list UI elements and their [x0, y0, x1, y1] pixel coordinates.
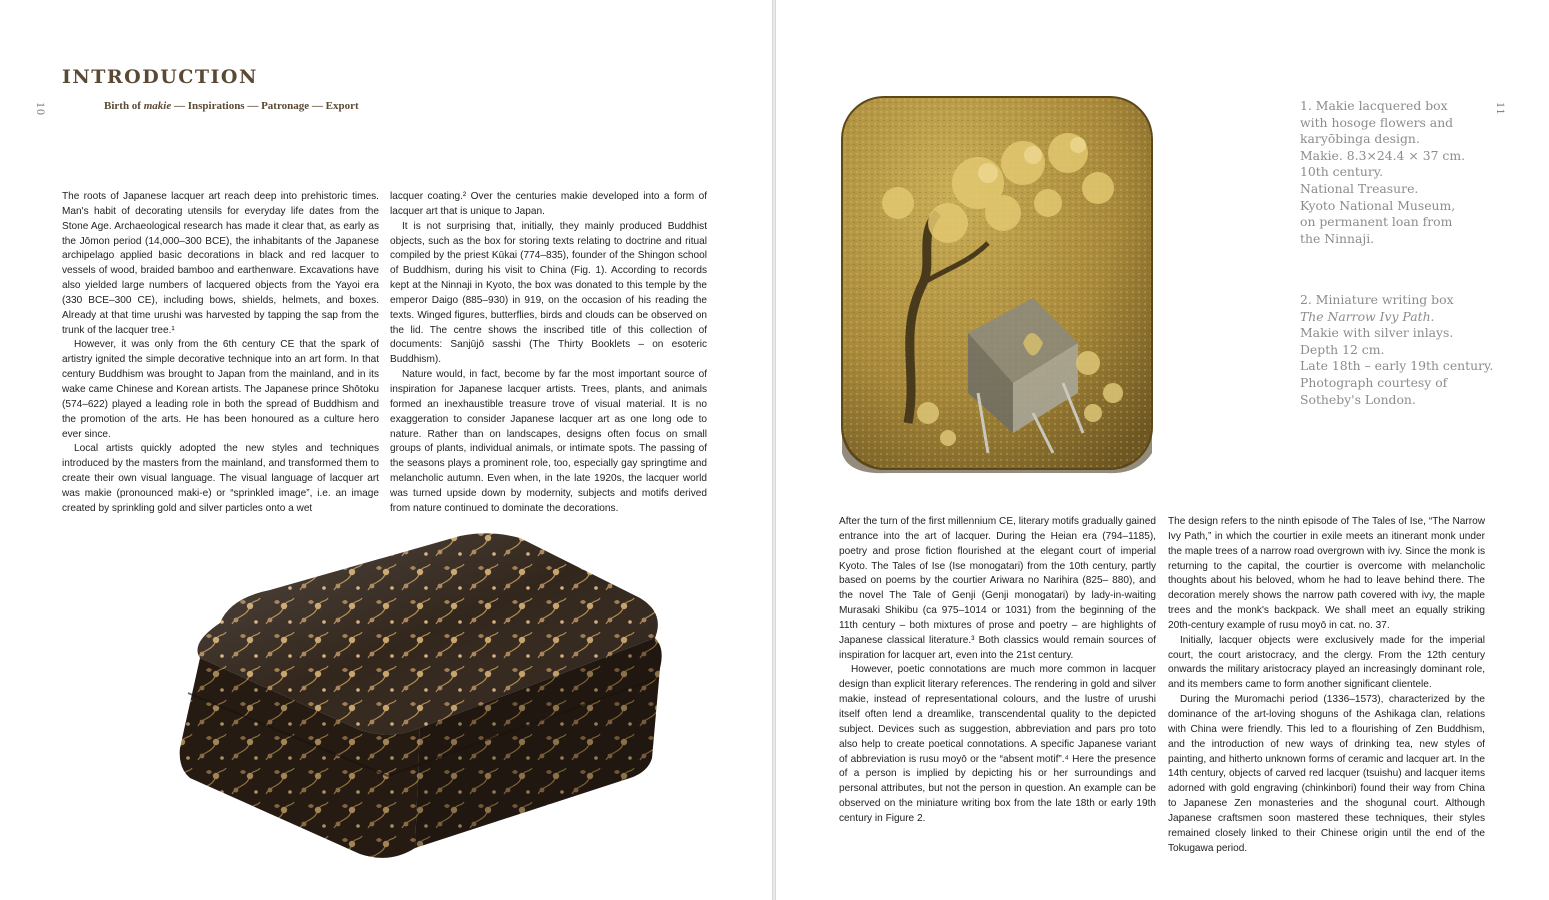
paragraph: The design refers to the ninth episode of The Tales of Ise, “The Narrow Ivy Path,” in which the courtier in exile meets an itinerant monk under the maple trees of a narrow road overgrown with ivy. Since the monk is returning to the capital, the courtier is overcome with melancholic thoughts about his beloved, whom he had to leave behind there. The decoration merely shows the narrow path covered with ivy, the maple trees and the monk's backpack. We shall meet an equally striking 20th-century example of rusu moyō in cat. no. 37.	[1168, 516, 1485, 631]
page-number-left: 10	[34, 102, 48, 116]
left-page	[0, 0, 772, 900]
paragraph: It is not surprising that, initially, they mainly produced Buddhist objects, such as the box for storing texts relating to doctrine and ritual compiled by the priest Kūkai (774–835), founder of the Shingon school of Buddhism, during his visit to China (Fig. 1). According to records kept at the Ninnaji in Kyoto, the box was donated to this temple by the emperor Daigo (885–930) in 919, on the occasion of his reading the texts. Winged figures, butterflies, birds and clouds can be observed on the lid. The centre shows the inscribed title of this collection of documents: Sanjūjō sasshi (The Thirty Booklets – on esoteric Buddhism).	[390, 220, 707, 366]
paragraph: After the turn of the first millennium CE, literary motifs gradually gained entrance into the art of lacquer. During the Heian era (794–1185), poetry and prose fiction flourished at the elegant court of imperial Kyoto. The Tales of Ise (Ise monogatari) from the 10th century, partly based on poems by the courtier Ariwara no Narihira (825– 880), and the novel The Tale of Genji (Genji monogatari) by lady-in-waiting Murasaki Shikibu (ca 975–1014 or 1031) from the beginning of the 11th century – both mixtures of prose and poetry – are highlights of Japanese classical literature.³ Both classics would remain sources of inspiration for lacquer art, even into the 21st century.	[839, 516, 1156, 661]
subtitle-part: — Inspirations — Patronage — Export	[171, 100, 359, 112]
figure-2-caption	[1300, 292, 1500, 408]
caption-line: the Ninnaji.	[1300, 230, 1375, 246]
caption-line: Depth 12 cm.	[1300, 341, 1385, 357]
caption-line: Sotheby's London.	[1300, 391, 1416, 407]
paragraph: However, it was only from the 6th century CE that the spark of artistry ignited the simple decorative technique into an art form. In that century Buddhism was brought to Japan from the mainland, and in its wake came Chinese and Korean artists. The Japanese prince Shōtoku (574–622) played a leading role in both the spread of Buddhism and the promotion of the arts. He has been honoured as a culture hero ever since.	[62, 339, 379, 440]
page-number-right: 11	[1494, 102, 1508, 116]
paragraph: Initially, lacquer objects were exclusively made for the imperial court, the court aristocracy, and the clergy. From the 12th century onwards the military aristocracy played an increasingly dominant role, and its members came to form another significant clientele.	[1168, 634, 1485, 691]
subtitle-part-italic: makie	[143, 100, 172, 112]
figure-1-caption	[1300, 98, 1500, 247]
paragraph: Nature would, in fact, become by far the most important source of inspiration for Japanese lacquer artists. Trees, plants, and animals formed an inexhaustible treasure trove of visual material. It is no exaggeration to consider Japanese lacquer art as one long ode to nature. Rather than on landscapes, designs often focus on small groups of plants, individual animals, or intimate spots. The passing of the seasons plays a prominent role, too, especially gay springtime and melancholic autumn. Even when, in the late 1920s, the lacquer world was turned upside down by modernity, subjects and motifs derived from nature continued to dominate the decorations.	[390, 369, 707, 514]
paragraph: The roots of Japanese lacquer art reach deep into prehistoric times. Man's habit of decorating utensils for everyday life dates from the Stone Age. Archaeological research has made it clear that, as early as the Jōmon period (14,000–300 BCE), the inhabitants of the Japanese archipelago applied basic decorations in black and red lacquer to vessels of wood, braided bamboo and earthenware. Excavations have also yielded large numbers of lacquered objects from the Yayoi era (330 BCE–300 CE), including bows, shields, helmets, and boxes. Already at that time urushi was harvested by tapping the sap from the trunk of the lacquer tree.¹	[62, 191, 379, 336]
paragraph: Local artists quickly adopted the new styles and techniques introduced by the masters from the mainland, and transformed them to create their own visual language. The visual language of lacquer art was makie (pronounced maki-e) or “sprinkled image”, i.e. an image created by sprinkling gold and silver particles onto a wet	[62, 443, 379, 514]
paragraph: During the Muromachi period (1336–1573), characterized by the dominance of the art-loving shoguns of the Ashikaga clan, relations with China were friendly. This led to a flourishing of Zen Buddhism, and the introduction of new ways of drinking tea, new styles of painting, and hitherto unknown forms of ceramic and lacquer art. In the 14th century, objects of carved red lacquer (tsuishu) and lacquer items adorned with gold engraving (chinkinbori) found their way from China to Japanese Zen monasteries and the shogunal court. Although Japanese craftsmen soon mastered these techniques, their styles remained closely linked to their Chinese origin until the end of the Tokugawa period.	[1168, 694, 1485, 854]
figure-writing-box-narrow-ivy-path	[838, 93, 1156, 475]
subtitle-part: Birth of	[104, 100, 144, 112]
chapter-title: INTRODUCTION	[62, 66, 258, 88]
caption-line: Kyoto National Museum,	[1300, 197, 1456, 213]
caption-line: Late 18th – early 19th century.	[1300, 358, 1494, 374]
right-text-column-2	[1168, 515, 1485, 856]
right-text-column-1	[839, 515, 1156, 827]
caption-line: with hosoge flowers and	[1300, 114, 1454, 130]
caption-line: karyōbinga design.	[1300, 131, 1420, 147]
left-text-column-2	[390, 190, 707, 517]
paragraph: However, poetic connotations are much more common in lacquer design than explicit literary references. The rendering in gold and silver makie, instead of representational colours, and the lustre of urushi itself often lend a dreamlike, transcendental quality to the depicted subject. Devices such as suggestion, abbreviation and pars pro toto also help to create poetical connotations. A specific Japanese variant of abbreviation is rusu moyō or the “absent motif”.⁴ Here the presence of a person is implied by depicting his or her surroundings and personal attributes, but not the person in question. An example can be observed on the miniature writing box from the late 18th or early 19th century in Figure 2.	[839, 664, 1156, 824]
caption-line: 2. Miniature writing box	[1300, 292, 1454, 307]
caption-line: Makie with silver inlays.	[1300, 325, 1454, 341]
chapter-subtitle	[104, 100, 359, 112]
paragraph: lacquer coating.² Over the centuries makie developed into a form of lacquer art that is unique to Japan.	[390, 191, 707, 217]
figure-lacquer-box-large	[160, 528, 680, 878]
caption-line: Photograph courtesy of	[1300, 374, 1448, 390]
caption-text: 1. Makie lacquered box	[1300, 98, 1448, 113]
caption-line: Makie. 8.3×24.4 × 37 cm.	[1300, 147, 1466, 163]
caption-line	[1300, 98, 1500, 115]
caption-line: The Narrow Ivy Path.	[1300, 308, 1435, 324]
caption-line: 10th century.	[1300, 164, 1384, 180]
caption-line: on permanent loan from	[1300, 214, 1453, 230]
left-text-column-1	[62, 190, 379, 517]
caption-line: National Treasure.	[1300, 180, 1419, 196]
